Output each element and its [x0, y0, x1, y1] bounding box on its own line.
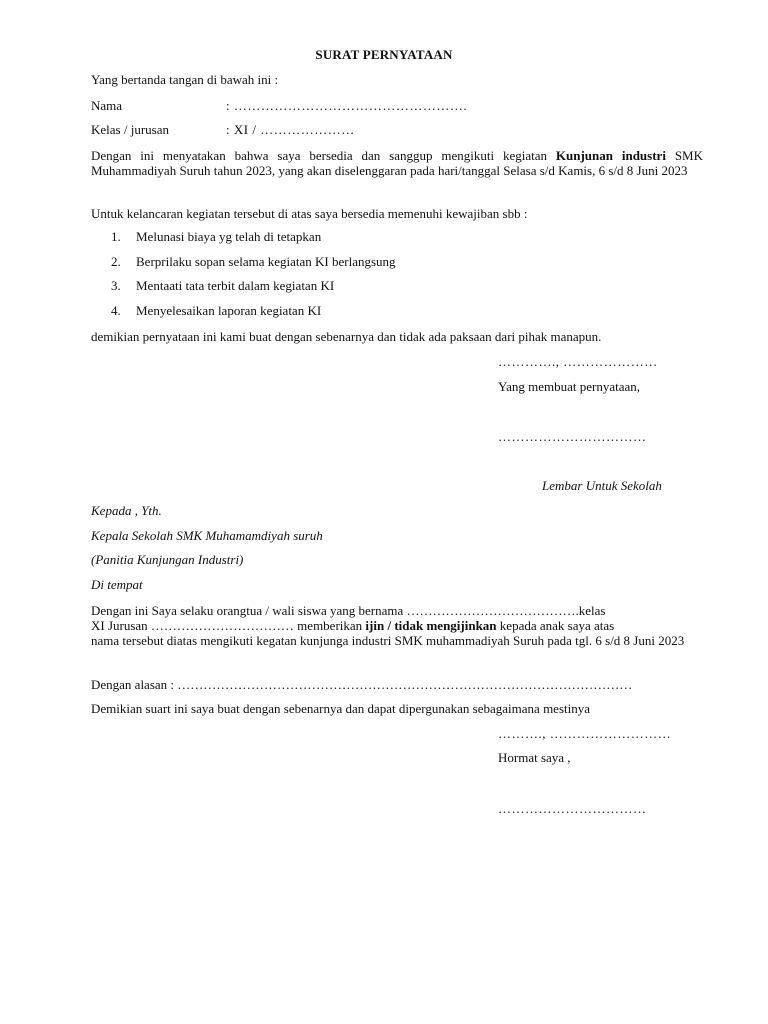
closing2-text: Demikian suart ini saya buat dengan sebenarnya dan dapat dipergunakan sebagaimana mestinya [91, 701, 591, 716]
list-number: 3. [111, 278, 121, 293]
list-item [0, 229, 768, 244]
statement-bold: Kunjunan industri [555, 148, 666, 163]
class-value: : XI / ………………… [226, 122, 355, 137]
signature2-role: Hormat saya , [498, 750, 571, 765]
addressee-place: Di tempat [91, 577, 143, 592]
school-copy-label: Lembar Untuk Sekolah [542, 478, 662, 493]
list-number: 2. [111, 254, 121, 269]
list-text: Mentaati tata terbit dalam kegiatan KI [136, 278, 335, 293]
permission-rest: nama tersebut diatas mengikuti kegatan kunjunga industri SMK muhammadiyah Suruh pada tgl. 6 s/d 8 Juni 2023 [91, 633, 685, 648]
signature2-place-date: ………., ……………………… [498, 726, 672, 741]
list-number: 1. [111, 229, 121, 244]
statement-paragraph [91, 148, 703, 178]
obligations-intro: Untuk kelancaran kegiatan tersebut di atas saya bersedia memenuhi kewajiban sbb : [91, 206, 528, 221]
statement-line1: Dengan ini menyatakan bahwa saya bersedia dan sanggup mengikuti kegiatan [91, 148, 556, 163]
list-text: Berprilaku sopan selama kegiatan KI berlangsung [136, 254, 396, 269]
statement-rest: SMK Muhammadiyah Suruh tahun 2023, yang akan diselenggaran pada hari/tanggal Selasa s/d Kamis, 6 s/d 8 Juni 2023 [91, 148, 703, 178]
list-text: Menyelesaikan laporan kegiatan KI [136, 303, 322, 318]
name-value: : ……………………………………………. [226, 98, 468, 113]
signature1-name-line: …………………………… [498, 429, 647, 444]
page-title: SURAT PERNYATAAN [315, 47, 453, 62]
intro-text: Yang bertanda tangan di bawah ini : [91, 72, 279, 87]
signature2-name-line: …………………………… [498, 801, 647, 816]
signature1-role: Yang membuat pernyataan, [498, 379, 641, 394]
list-item [0, 278, 768, 293]
list-number: 4. [111, 303, 121, 318]
reason-line: Dengan alasan : …………………………………………………………………………………………… [91, 677, 633, 692]
list-item [0, 303, 768, 318]
permission-line2-end: kepada anak saya atas [496, 618, 615, 633]
addressee-recipient: Kepala Sekolah SMK Muhamamdiyah suruh [91, 528, 323, 543]
class-label: Kelas / jurusan [91, 122, 169, 137]
addressee-to: Kepada , Yth. [91, 503, 162, 518]
list-text: Melunasi biaya yg telah di tetapkan [136, 229, 322, 244]
signature1-place-date: …………., ………………… [498, 354, 658, 369]
closing-text: demikian pernyataan ini kami buat dengan sebenarnya dan tidak ada paksaan dari pihak manapun. [91, 329, 602, 344]
permission-choice: ijin / tidak mengijinkan [365, 618, 497, 633]
permission-line2-start: XI Jurusan …………………………… memberikan [91, 618, 366, 633]
list-item [0, 254, 768, 269]
name-label: Nama [91, 98, 123, 113]
permission-line1: Dengan ini Saya selaku orangtua / wali siswa yang bernama ………………………………….kelas [91, 603, 606, 618]
permission-line2 [91, 618, 614, 633]
addressee-committee: (Panitia Kunjungan Industri) [91, 552, 244, 567]
